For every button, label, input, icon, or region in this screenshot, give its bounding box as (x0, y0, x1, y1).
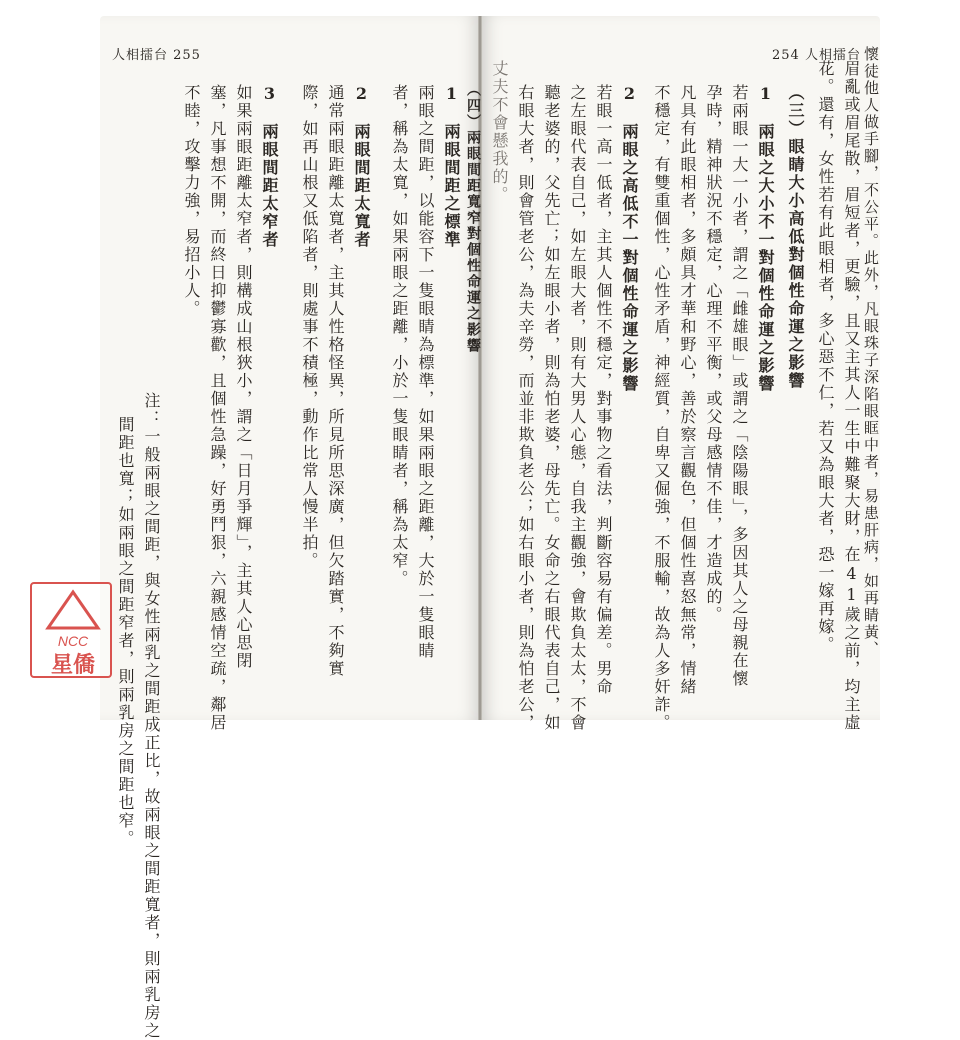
text-column: 通常兩眼距離太寬者，主其人性格怪異，所見所思深廣，但欠踏實，不夠實 (326, 84, 345, 678)
text-column: 懷徒他人做手腳，不公平。此外，凡眼珠子深陷眼眶中者，易患肝病，如再睛黃、 (862, 46, 880, 658)
chapter-heading: （三）眼睛大小高低對個性命運之影響 (786, 84, 805, 390)
text-column: 注：一般兩眼之間距，與女性兩乳之間距成正比，故兩眼之間距寬者，則兩乳房之 (142, 392, 161, 1040)
text-column: 不睦，攻擊力強，易招小人。 (182, 84, 201, 318)
section-heading: 1 兩眼間距之標準 (442, 84, 461, 249)
section-heading: 2 兩眼之高低不一對個性命運之影響 (620, 84, 639, 393)
text-column: 之左眼代表自己，如左眼大者，則有大男人心態，自我主觀強，會欺負太太，不會 (568, 84, 587, 732)
stamp-text-top: NCC (57, 633, 89, 649)
text-column: 眉亂或眉尾散，眉短者，更驗，且又主其人一生中難聚大財，在41歲之前，均主虛 (842, 60, 861, 732)
text-column: 若兩眼一大一小者，謂之「雌雄眼」或謂之「陰陽眼」，多因其人之母親在懷 (730, 84, 749, 688)
stamp-text-bottom: 星僑 (50, 652, 96, 678)
text-column: 間距也寬；如兩眼之間距窄者，則兩乳房之間距也窄。 (116, 416, 135, 848)
text-column: 兩眼之間距，以能容下一隻眼睛為標準，如果兩眼之距離，大於一隻眼睛 (416, 84, 435, 660)
text-column: 塞，凡事想不開，而終日抑鬱寡歡，且個性急躁，好勇鬥狠，六親感情空疏，鄰居 (208, 84, 227, 732)
triangle-logo-icon (32, 584, 114, 680)
text-column: 凡具有此眼相者，多頗具才華和野心，善於察言觀色，但個性喜怒無常，情緒 (678, 84, 697, 696)
text-column: 如果兩眼距離太窄者，則構成山根狹小，謂之「日月爭輝」，主其人心思閉 (234, 84, 253, 670)
text-column: 若眼一高一低者，主其人個性不穩定，對事物之看法，判斷容易有偏差。男命 (594, 84, 613, 696)
text-column: 右眼大者，則會管老公，為夫辛勞，而並非欺負老公；如右眼小者，則為怕老公， (516, 84, 535, 732)
text-column: 花。還有，女性若有此眼相者，多心惡不仁，若又為眼大者，恐一嫁再嫁。 (816, 60, 835, 654)
text-column: 不穩定，有雙重個性，心性矛盾，神經質，自卑又倔強，不服輸，故為人多奸詐。 (652, 84, 671, 732)
section-heading: 3 兩眼間距太窄者 (260, 84, 279, 249)
section-heading: 2 兩眼間距太寬者 (352, 84, 371, 249)
text-column: 際，如再山根又低陷者，則處事不積極，動作比常人慢半拍。 (300, 84, 319, 570)
ncc-watermark-logo (30, 582, 112, 678)
section-heading: 1 兩眼之大小不一對個性命運之影響 (756, 84, 775, 393)
text-column: 丈夫不會懸我的。 (490, 60, 509, 204)
text-column: 者，稱為太寬，如果兩眼之距離，小於一隻眼睛者，稱為太窄。 (390, 84, 409, 588)
right-page-header: 254 人相擂台 (772, 48, 861, 63)
chapter-heading: （四）兩眼間距寬窄對個性命運之影響 (465, 82, 481, 354)
text-column: 孕時，精神狀況不穩定，心理不平衡，或父母感情不佳，才造成的。 (704, 84, 723, 624)
text-column: 聽老婆的，父先亡；如左眼小者，則為怕老婆，母先亡。女命之右眼代表自己，如 (542, 84, 561, 732)
left-page-header: 人相擂台 255 (112, 48, 201, 63)
